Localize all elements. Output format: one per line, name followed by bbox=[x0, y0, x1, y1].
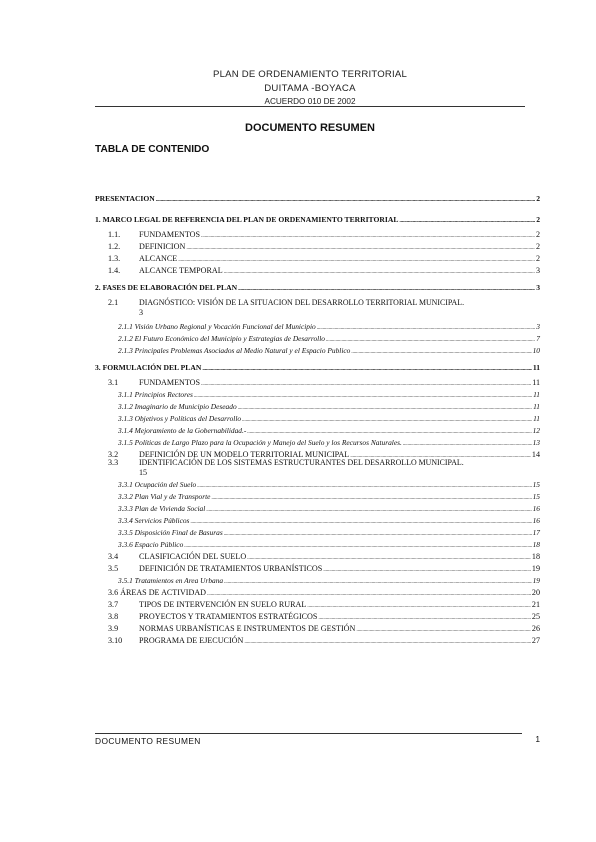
toc-entry-page: 16 bbox=[532, 504, 540, 513]
toc-entry-presentacion[interactable] bbox=[95, 194, 540, 205]
toc-dot-leader bbox=[351, 346, 531, 357]
toc-entry-page: 25 bbox=[531, 612, 540, 621]
toc-dot-leader bbox=[326, 334, 535, 345]
toc-dot-leader bbox=[317, 322, 536, 333]
toc-entry-label: PRESENTACION bbox=[95, 194, 155, 203]
toc-entry-label: 3.1.2 Imaginario de Municipio Deseado bbox=[118, 402, 237, 411]
footer-page-number: 1 bbox=[535, 734, 540, 744]
toc-entry-3-1-5[interactable] bbox=[118, 438, 540, 449]
toc-entry-label: 3.1.4 Mejoramiento de la Gobernabilidad.- bbox=[118, 426, 247, 435]
toc-entry-label: 3.3.6 Espacio Público bbox=[118, 540, 184, 549]
toc-dot-leader bbox=[238, 283, 535, 294]
header-divider bbox=[95, 106, 525, 107]
toc-entry-label: 3. FORMULACIÓN DEL PLAN bbox=[95, 363, 202, 372]
toc-dot-leader bbox=[201, 230, 535, 241]
toc-entry-page: 3 bbox=[139, 308, 144, 317]
toc-dot-leader bbox=[194, 390, 532, 401]
toc-entry-3-3-3[interactable] bbox=[118, 504, 540, 515]
toc-entry-page: 12 bbox=[532, 426, 540, 435]
toc-entry-page: 11 bbox=[532, 378, 540, 387]
toc-entry-page: 10 bbox=[532, 346, 540, 355]
toc-entry-page: 2 bbox=[536, 215, 540, 224]
toc-entry-3-5[interactable] bbox=[108, 564, 540, 575]
toc-entry-page: 21 bbox=[531, 600, 540, 609]
toc-entry-number: 3.3 bbox=[108, 458, 119, 467]
toc-dot-leader bbox=[323, 564, 531, 575]
toc-entry-3-10[interactable] bbox=[108, 636, 540, 647]
toc-entry-page: 27 bbox=[531, 636, 540, 645]
toc-entry-marco-legal[interactable] bbox=[95, 215, 540, 226]
toc-entry-3-1[interactable] bbox=[108, 378, 540, 389]
toc-entry-page: 20 bbox=[531, 588, 540, 597]
toc-entry-number: 3.10 bbox=[108, 636, 123, 645]
toc-dot-leader bbox=[403, 438, 532, 449]
toc-entry-3-5-1[interactable] bbox=[118, 576, 540, 587]
toc-entry-label: 3.1.3 Objetivos y Políticas del Desarrollo bbox=[118, 414, 242, 423]
toc-dot-leader bbox=[186, 242, 535, 253]
header-agreement: ACUERDO 010 DE 2002 bbox=[264, 97, 356, 106]
toc-entry-3-1-1[interactable] bbox=[118, 390, 540, 401]
toc-entry-3-9[interactable] bbox=[108, 624, 540, 635]
toc-entry-label: PROGRAMA DE EJECUCIÓN bbox=[139, 636, 244, 645]
toc-entry-label: 1. MARCO LEGAL DE REFERENCIA DEL PLAN DE ORDENAMIENTO TERRITORIAL bbox=[95, 215, 399, 224]
toc-entry-page: 18 bbox=[532, 540, 540, 549]
toc-entry-page: 15 bbox=[139, 468, 148, 477]
toc-entry-number: 1.3. bbox=[108, 254, 121, 263]
toc-entry-3-3-1[interactable] bbox=[118, 480, 540, 491]
toc-entry-label: 3.6 ÁREAS DE ACTIVIDAD bbox=[108, 588, 207, 597]
toc-entry-2-1-3[interactable] bbox=[118, 346, 540, 357]
toc-entry-number: 1.2. bbox=[108, 242, 121, 251]
toc-entry-3-8[interactable] bbox=[108, 612, 540, 623]
toc-entry-2-1-1[interactable] bbox=[118, 322, 540, 333]
toc-entry-number: 3.7 bbox=[108, 600, 119, 609]
toc-entry-number: 2.1 bbox=[108, 298, 119, 307]
toc-entry-number: 3.9 bbox=[108, 624, 119, 633]
toc-entry-fases[interactable] bbox=[95, 283, 540, 294]
toc-entry-page: 15 bbox=[532, 480, 540, 489]
toc-entry-2-1-2[interactable] bbox=[118, 334, 540, 345]
toc-entry-label: CLASIFICACIÓN DEL SUELO bbox=[139, 552, 247, 561]
toc-entry-page: 2 bbox=[535, 254, 540, 263]
toc-entry-number: 1.4. bbox=[108, 266, 121, 275]
toc-dot-leader bbox=[201, 378, 531, 389]
toc-entry-2-1[interactable] bbox=[108, 298, 540, 318]
toc-entry-label: ALCANCE bbox=[139, 254, 178, 263]
toc-entry-page: 11 bbox=[533, 414, 540, 423]
toc-entry-3-3-5[interactable] bbox=[118, 528, 540, 539]
toc-entry-page: 3 bbox=[536, 283, 540, 292]
toc-dot-leader bbox=[190, 516, 531, 527]
toc-dot-leader bbox=[224, 266, 535, 277]
toc-entry-number: 3.4 bbox=[108, 552, 119, 561]
toc-entry-number: 3.5 bbox=[108, 564, 119, 573]
toc-entry-page: 19 bbox=[532, 576, 540, 585]
toc-entry-1-1[interactable] bbox=[108, 230, 540, 241]
toc-entry-3-3-2[interactable] bbox=[118, 492, 540, 503]
toc-entry-page: 2 bbox=[535, 230, 540, 239]
toc-entry-label: TIPOS DE INTERVENCIÓN EN SUELO RURAL bbox=[139, 600, 307, 609]
toc-entry-label: 3.3.4 Servicios Públicos bbox=[118, 516, 190, 525]
toc-entry-label: FUNDAMENTOS bbox=[139, 230, 201, 239]
toc-dot-leader bbox=[211, 492, 531, 503]
toc-entry-page: 11 bbox=[533, 390, 540, 399]
toc-dot-leader bbox=[197, 480, 531, 491]
toc-entry-3-6[interactable] bbox=[108, 588, 540, 599]
toc-dot-leader bbox=[247, 552, 531, 563]
toc-entry-label: PROYECTOS Y TRATAMIENTOS ESTRATÉGICOS bbox=[139, 612, 318, 621]
toc-dot-leader bbox=[242, 414, 532, 425]
toc-dot-leader bbox=[247, 426, 531, 437]
toc-dot-leader bbox=[244, 636, 531, 647]
document-title: DOCUMENTO RESUMEN bbox=[245, 122, 375, 134]
toc-dot-leader bbox=[356, 624, 531, 635]
toc-entry-page: 15 bbox=[532, 492, 540, 501]
header-plan-title: PLAN DE ORDENAMIENTO TERRITORIAL bbox=[212, 69, 408, 80]
toc-entry-label: 3.1.5 Políticas de Largo Plazo para la Ocupación y Manejo del Suelo y los Recursos Naturales. bbox=[118, 438, 402, 447]
toc-entry-3-3[interactable] bbox=[108, 458, 540, 478]
toc-dot-leader bbox=[178, 254, 535, 265]
toc-dot-leader bbox=[318, 612, 530, 623]
toc-dot-leader bbox=[399, 215, 535, 226]
toc-entry-1-3[interactable] bbox=[108, 254, 540, 265]
toc-entry-label: NORMAS URBANÍSTICAS E INSTRUMENTOS DE GESTIÓN bbox=[139, 624, 356, 633]
toc-dot-leader bbox=[207, 588, 531, 599]
toc-entry-1-2[interactable] bbox=[108, 242, 540, 253]
toc-entry-label: 3.3.3 Plan de Vivienda Social bbox=[118, 504, 206, 513]
toc-dot-leader bbox=[224, 528, 532, 539]
toc-entry-formulacion[interactable] bbox=[95, 363, 540, 374]
toc-entry-label: DEFINICION bbox=[139, 242, 186, 251]
footer-title: DOCUMENTO RESUMEN bbox=[95, 736, 201, 746]
toc-dot-leader bbox=[156, 194, 535, 205]
toc-entry-label: 3.3.1 Ocupación del Suelo bbox=[118, 480, 197, 489]
header-location: DUITAMA -BOYACA bbox=[264, 83, 356, 94]
toc-entry-label: IDENTIFICACIÓN DE LOS SISTEMAS ESTRUCTURANTES DEL DESARROLLO MUNICIPAL. bbox=[139, 458, 464, 467]
toc-entry-label: ALCANCE TEMPORAL bbox=[139, 266, 223, 275]
toc-entry-page: 3 bbox=[536, 322, 540, 331]
toc-title: TABLA DE CONTENIDO bbox=[95, 144, 210, 155]
toc-entry-number: 3.1 bbox=[108, 378, 119, 387]
toc-entry-page: 2 bbox=[536, 194, 540, 203]
toc-entry-page: 17 bbox=[532, 528, 540, 537]
toc-entry-page: 19 bbox=[531, 564, 540, 573]
toc-dot-leader bbox=[307, 600, 531, 611]
toc-entry-page: 16 bbox=[532, 516, 540, 525]
toc-dot-leader bbox=[184, 540, 531, 551]
toc-entry-3-4[interactable] bbox=[108, 552, 540, 563]
toc-entry-label: 3.1.1 Principios Rectores bbox=[118, 390, 193, 399]
toc-entry-page: 18 bbox=[531, 552, 540, 561]
toc-entry-page: 26 bbox=[531, 624, 540, 633]
toc-entry-page: 11 bbox=[532, 363, 540, 372]
toc-entry-3-3-4[interactable] bbox=[118, 516, 540, 527]
toc-entry-label: 2.1.3 Principales Problemas Asociados al Medio Natural y el Espacio Publico bbox=[118, 346, 351, 355]
toc-entry-3-3-6[interactable] bbox=[118, 540, 540, 551]
toc-entry-label: 3.3.2 Plan Vial y de Transporte bbox=[118, 492, 211, 501]
toc-entry-page: 7 bbox=[536, 334, 540, 343]
toc-entry-1-4[interactable] bbox=[108, 266, 540, 277]
toc-dot-leader bbox=[224, 576, 531, 587]
toc-dot-leader bbox=[206, 504, 531, 515]
toc-entry-3-7[interactable] bbox=[108, 600, 540, 611]
footer-divider bbox=[95, 733, 522, 734]
toc-entry-page: 2 bbox=[535, 242, 540, 251]
toc-entry-label: 2. FASES DE ELABORACIÓN DEL PLAN bbox=[95, 283, 238, 292]
toc-entry-number: 1.1. bbox=[108, 230, 121, 239]
toc-entry-number: 3.2 bbox=[108, 450, 119, 459]
toc-entry-label: FUNDAMENTOS bbox=[139, 378, 201, 387]
toc-entry-label: DEFINICIÓN DE UN MODELO TERRITORIAL MUNICIPAL bbox=[139, 450, 350, 459]
toc-entry-page: 11 bbox=[533, 402, 540, 411]
toc-entry-3-1-4[interactable] bbox=[118, 426, 540, 437]
toc-entry-3-1-2[interactable] bbox=[118, 402, 540, 413]
toc-entry-number: 3.8 bbox=[108, 612, 119, 621]
toc-entry-page: 3 bbox=[535, 266, 540, 275]
toc-entry-label: 2.1.1 Visión Urbano Regional y Vocación Funcional del Municipio bbox=[118, 322, 316, 331]
toc-dot-leader bbox=[238, 402, 533, 413]
toc-entry-label: 3.3.5 Disposición Final de Basuras bbox=[118, 528, 223, 537]
toc-entry-label: 2.1.2 El Futuro Económico del Municipio y Estrategias de Desarrollo bbox=[118, 334, 325, 343]
toc-entry-label: DEFINICIÓN DE TRATAMIENTOS URBANÍSTICOS bbox=[139, 564, 323, 573]
toc-entry-page: 14 bbox=[531, 450, 540, 459]
toc-entry-3-1-3[interactable] bbox=[118, 414, 540, 425]
toc-entry-label: 3.5.1 Tratamientos en Area Urbana bbox=[118, 576, 224, 585]
toc-dot-leader bbox=[202, 363, 531, 374]
toc-entry-label: DIAGNÓSTICO: VISIÓN DE LA SITUACION DEL DESARROLLO TERRITORIAL MUNICIPAL. bbox=[139, 298, 465, 307]
toc-entry-page: 13 bbox=[532, 438, 540, 447]
